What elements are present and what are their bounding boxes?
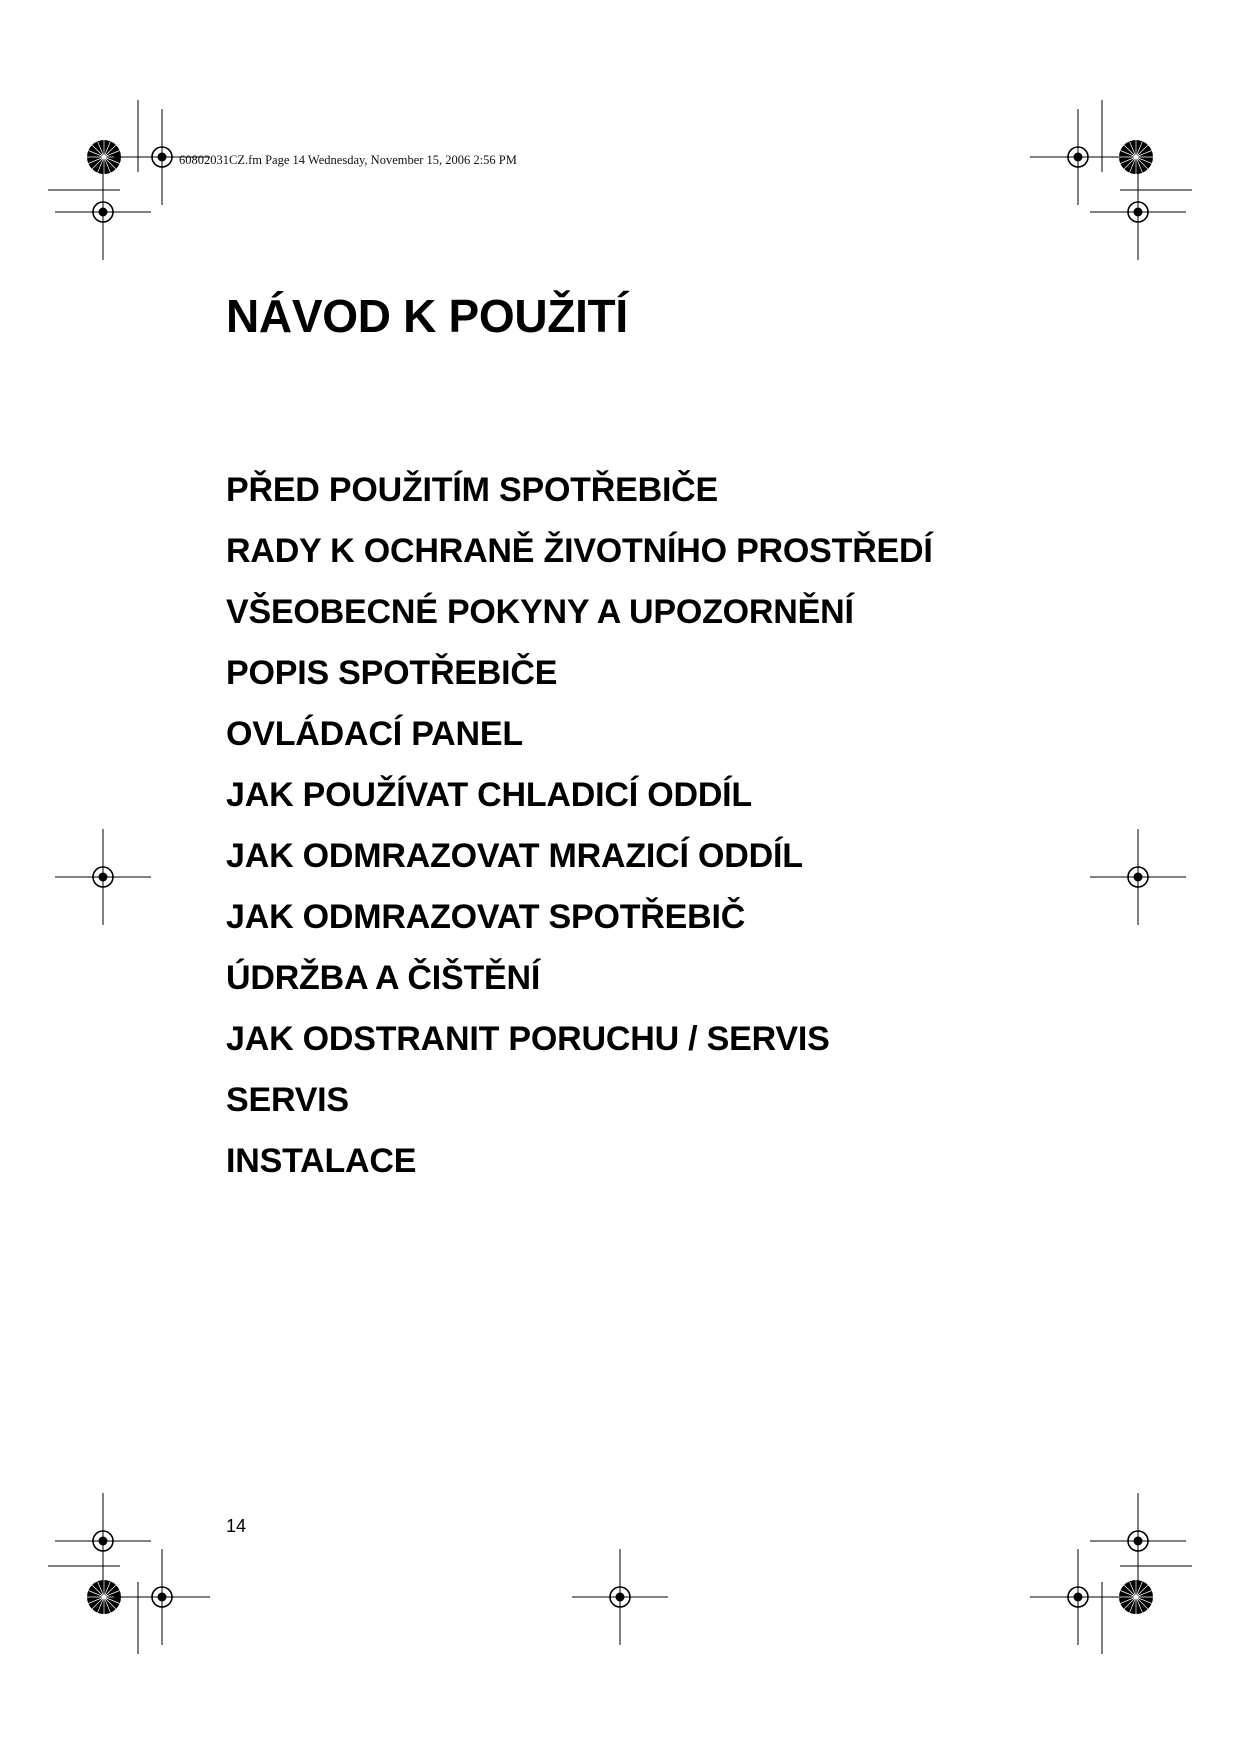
registration-mark-left-lower xyxy=(55,1493,151,1589)
registration-mark-bottom-left xyxy=(114,1549,210,1645)
toc-item: JAK ODMRAZOVAT MRAZICÍ ODDÍL xyxy=(226,837,803,875)
registration-mark-right-lower xyxy=(1090,1493,1186,1589)
page-title: NÁVOD K POUŽITÍ xyxy=(226,290,628,342)
toc-item: JAK ODMRAZOVAT SPOTŘEBIČ xyxy=(226,898,746,936)
toc-item: RADY K OCHRANĚ ŽIVOTNÍHO PROSTŘEDÍ xyxy=(226,532,933,570)
registration-mark-right-upper xyxy=(1090,164,1186,260)
toc-item: PŘED POUŽITÍM SPOTŘEBIČE xyxy=(226,471,719,509)
registration-mark-bottom-right xyxy=(1030,1549,1126,1645)
registration-mark-left-upper xyxy=(55,164,151,260)
registration-mark-bottom-center xyxy=(572,1549,668,1645)
toc-item: INSTALACE xyxy=(226,1142,417,1180)
registration-mark-top-right xyxy=(1030,109,1126,205)
star-target-bottom-right xyxy=(1119,1580,1153,1614)
file-slug: 60802031CZ.fm Page 14 Wednesday, November 15, 2006 2:56 PM xyxy=(179,153,517,167)
toc-item: SERVIS xyxy=(226,1081,349,1119)
toc-item: JAK ODSTRANIT PORUCHU / SERVIS xyxy=(226,1020,830,1058)
toc-item: VŠEOBECNÉ POKYNY A UPOZORNĚNÍ xyxy=(226,593,854,631)
registration-mark-right-middle xyxy=(1090,829,1186,925)
toc-item: JAK POUŽÍVAT CHLADICÍ ODDÍL xyxy=(226,776,752,814)
star-target-top-right xyxy=(1119,140,1153,174)
toc-item: OVLÁDACÍ PANEL xyxy=(226,715,523,753)
table-of-contents xyxy=(226,460,933,1192)
registration-mark-left-middle xyxy=(55,829,151,925)
page-number: 14 xyxy=(226,1516,247,1536)
toc-item: POPIS SPOTŘEBIČE xyxy=(226,654,558,692)
toc-item: ÚDRŽBA A ČIŠTĚNÍ xyxy=(226,959,541,997)
